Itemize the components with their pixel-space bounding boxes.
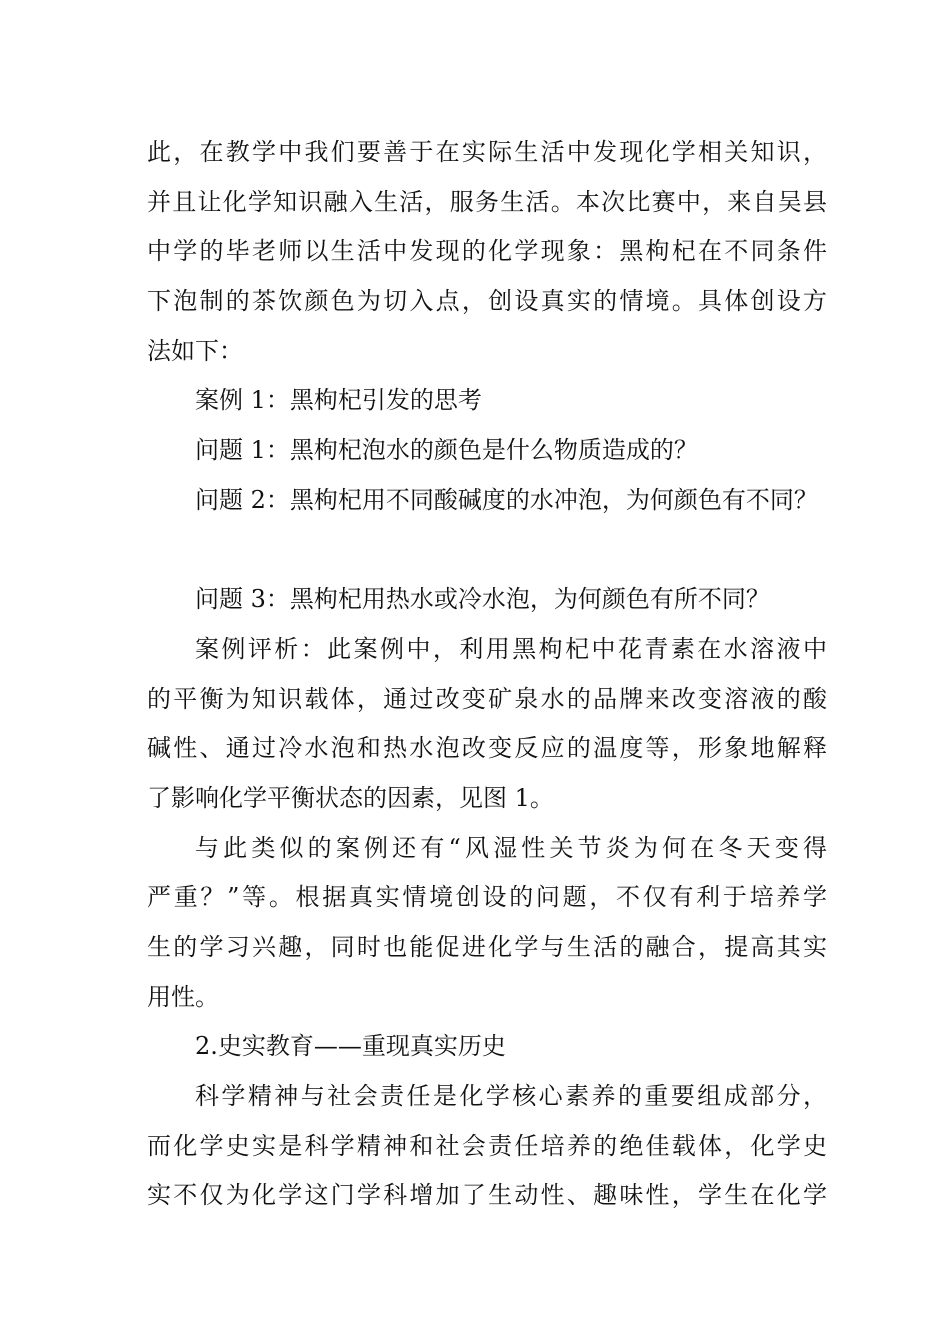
paragraph xyxy=(147,824,827,1023)
text-line: 问题 1：黑枸杞泡水的颜色是什么物质造成的？ xyxy=(195,436,698,465)
paragraph xyxy=(147,128,827,376)
paragraph xyxy=(147,376,827,426)
text-line: 用性。 xyxy=(147,982,219,1011)
text-line: 与此类似的案例还有“风湿性关节炎为何在冬天变得 xyxy=(195,833,827,862)
text-line: 案例 1：黑枸杞引发的思考 xyxy=(195,386,482,415)
text-line: 科学精神与社会责任是化学核心素养的重要组成部分， xyxy=(195,1082,827,1111)
text-line: 碱性、通过冷水泡和热水泡改变反应的温度等，形象地解释 xyxy=(147,734,827,763)
document-body xyxy=(147,128,827,1221)
text-line: 此，在教学中我们要善于在实际生活中发现化学相关知识， xyxy=(147,138,827,166)
text-line: 严重？”等。根据真实情境创设的问题，不仅有利于培养学 xyxy=(147,883,827,912)
text-line: 并且让化学知识融入生活，服务生活。本次比赛中，来自吴县 xyxy=(147,187,827,216)
text-line: 生的学习兴趣，同时也能促进化学与生活的融合，提高其实 xyxy=(147,933,827,961)
text-line: 2.史实教育——重现真实历史 xyxy=(195,1032,506,1061)
text-line: 而化学史实是科学精神和社会责任培养的绝佳载体，化学史 xyxy=(147,1131,827,1160)
paragraph xyxy=(147,1072,827,1221)
text-line: 法如下： xyxy=(147,336,243,365)
text-line: 中学的毕老师以生活中发现的化学现象：黑枸杞在不同条件 xyxy=(147,237,827,266)
paragraph xyxy=(147,426,827,476)
blank-line xyxy=(147,526,827,576)
text-line: 问题 3：黑枸杞用热水或冷水泡，为何颜色有所不同？ xyxy=(195,585,770,614)
paragraph xyxy=(147,575,827,625)
text-line: 下泡制的茶饮颜色为切入点，创设真实的情境。具体创设方 xyxy=(147,287,827,316)
paragraph xyxy=(147,1022,827,1072)
paragraph xyxy=(147,476,827,526)
text-line: 的平衡为知识载体，通过改变矿泉水的品牌来改变溶液的酸 xyxy=(147,684,827,713)
text-line: 实不仅为化学这门学科增加了生动性、趣味性，学生在化学 xyxy=(147,1181,827,1210)
text-line: 案例评析：此案例中，利用黑枸杞中花青素在水溶液中 xyxy=(195,634,827,663)
paragraph xyxy=(147,625,827,824)
text-line: 了影响化学平衡状态的因素，见图 1。 xyxy=(147,783,554,812)
text-line: 问题 2：黑枸杞用不同酸碱度的水冲泡，为何颜色有不同？ xyxy=(195,485,818,514)
